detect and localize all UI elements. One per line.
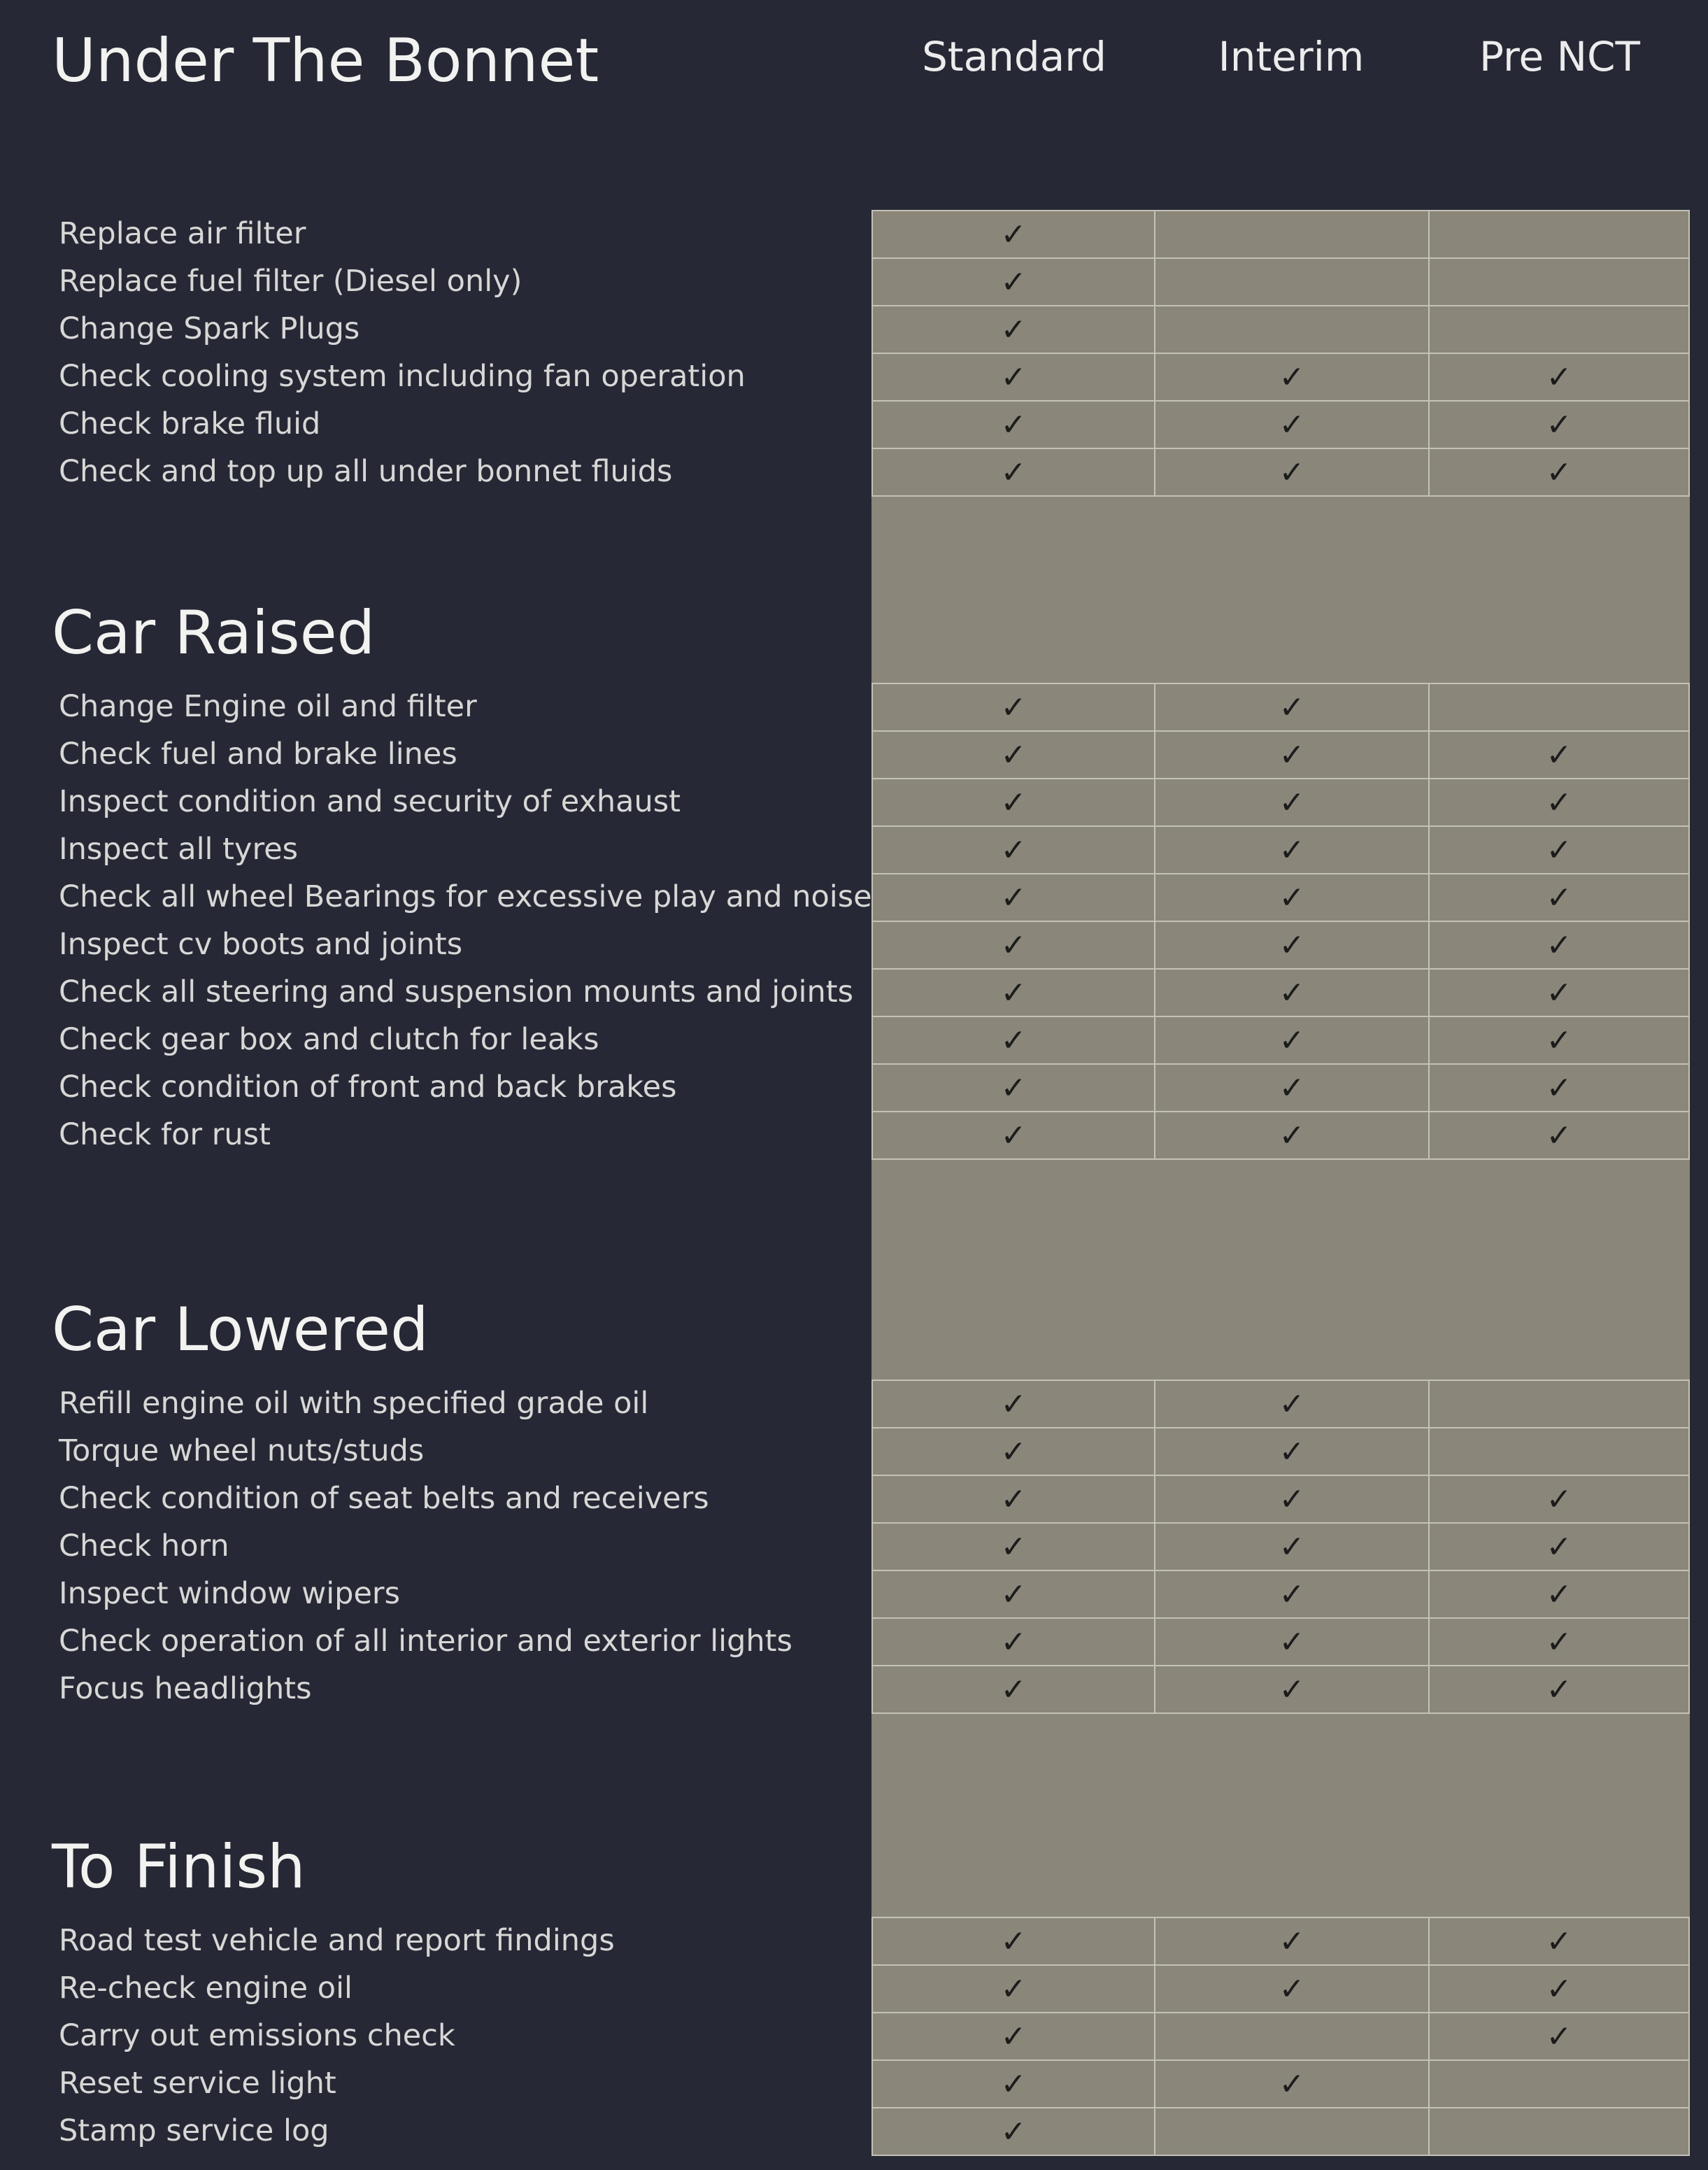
checklist-item-label: Check condition of seat belts and receivers [59, 1481, 709, 1516]
checklist-row [0, 1570, 1708, 1617]
checklist-row [0, 400, 1708, 448]
check-cell-interim: ✓ [1154, 2059, 1428, 2107]
check-cell-pre-nct [1428, 2107, 1690, 2156]
check-cell-standard: ✓ [871, 683, 1154, 730]
checklist-row [0, 730, 1708, 778]
section-title-car-raised: Car Raised [52, 598, 376, 668]
check-cell-pre-nct [1428, 2059, 1690, 2107]
check-cell-pre-nct: ✓ [1428, 1665, 1690, 1714]
check-cell-pre-nct: ✓ [1428, 873, 1690, 921]
check-cell-interim: ✓ [1154, 968, 1428, 1016]
check-cell-standard: ✓ [871, 2059, 1154, 2107]
check-cell-interim: ✓ [1154, 1570, 1428, 1617]
checklist-item-label: Check brake fluid [59, 406, 321, 441]
section-car-lowered [0, 1380, 1708, 1712]
section-title-car-lowered: Car Lowered [52, 1295, 429, 1365]
checklist-row [0, 448, 1708, 495]
check-cell-pre-nct [1428, 257, 1690, 305]
check-cell-pre-nct [1428, 1380, 1690, 1427]
check-cell-interim [1154, 305, 1428, 353]
check-cell-pre-nct: ✓ [1428, 353, 1690, 400]
checklist-row [0, 1427, 1708, 1475]
checklist-item-label: Check for rust [59, 1117, 271, 1152]
check-cell-pre-nct: ✓ [1428, 1617, 1690, 1665]
check-cell-interim: ✓ [1154, 1380, 1428, 1427]
check-cell-interim: ✓ [1154, 683, 1428, 730]
check-cell-pre-nct: ✓ [1428, 448, 1690, 497]
check-cell-interim [1154, 2107, 1428, 2156]
checklist-item-label: Reset service light [59, 2066, 336, 2101]
checklist-row [0, 2012, 1708, 2059]
checklist-item-label: Replace air filter [59, 216, 306, 251]
check-cell-interim: ✓ [1154, 1475, 1428, 1522]
checklist-row [0, 2107, 1708, 2155]
checklist-item-label: Change Engine oil and filter [59, 689, 477, 724]
check-cell-interim: ✓ [1154, 400, 1428, 448]
checklist-item-label: Inspect window wipers [59, 1576, 401, 1611]
checklist-item-label: Refill engine oil with specified grade oil [59, 1386, 649, 1421]
check-cell-standard: ✓ [871, 1475, 1154, 1522]
checklist-item-label: Check fuel and brake lines [59, 737, 457, 772]
check-cell-interim [1154, 210, 1428, 257]
checklist-row [0, 1665, 1708, 1712]
check-cell-standard: ✓ [871, 730, 1154, 778]
checklist-row [0, 1917, 1708, 1964]
checklist-item-label: Inspect all tyres [59, 832, 299, 867]
check-cell-pre-nct: ✓ [1428, 1964, 1690, 2012]
checklist-item-label: Check all wheel Bearings for excessive play and noise [59, 879, 872, 914]
check-cell-standard: ✓ [871, 921, 1154, 968]
check-cell-standard: ✓ [871, 1427, 1154, 1475]
checklist-row [0, 1016, 1708, 1063]
check-cell-pre-nct: ✓ [1428, 1063, 1690, 1111]
check-cell-interim: ✓ [1154, 873, 1428, 921]
check-cell-pre-nct: ✓ [1428, 730, 1690, 778]
check-cell-standard: ✓ [871, 1111, 1154, 1160]
check-cell-standard: ✓ [871, 825, 1154, 873]
checklist-item-label: Focus headlights [59, 1671, 312, 1706]
check-cell-interim: ✓ [1154, 730, 1428, 778]
check-cell-interim: ✓ [1154, 1427, 1428, 1475]
check-cell-standard: ✓ [871, 2107, 1154, 2156]
check-cell-pre-nct: ✓ [1428, 778, 1690, 825]
checklist-item-label: Check horn [59, 1529, 229, 1563]
section-title-under-the-bonnet: Under The Bonnet [52, 26, 599, 96]
check-cell-interim: ✓ [1154, 1617, 1428, 1665]
checklist-item-label: Carry out emissions check [59, 2018, 455, 2053]
check-cell-interim: ✓ [1154, 353, 1428, 400]
column-header-pre-nct: Pre NCT [1479, 33, 1640, 80]
checklist-item-label: Check operation of all interior and exterior lights [59, 1624, 792, 1659]
check-cell-pre-nct [1428, 210, 1690, 257]
check-cell-standard: ✓ [871, 1522, 1154, 1570]
section-under-the-bonnet [0, 210, 1708, 495]
check-cell-standard: ✓ [871, 257, 1154, 305]
check-cell-standard: ✓ [871, 778, 1154, 825]
check-cell-pre-nct [1428, 305, 1690, 353]
check-cell-pre-nct: ✓ [1428, 400, 1690, 448]
section-car-raised [0, 683, 1708, 1158]
check-cell-standard: ✓ [871, 1617, 1154, 1665]
check-cell-interim: ✓ [1154, 1111, 1428, 1160]
checklist-row [0, 1617, 1708, 1665]
check-cell-pre-nct: ✓ [1428, 1016, 1690, 1063]
check-cell-standard: ✓ [871, 1016, 1154, 1063]
section-title-to-finish: To Finish [52, 1832, 306, 1902]
check-cell-interim: ✓ [1154, 921, 1428, 968]
check-cell-interim [1154, 257, 1428, 305]
check-cell-interim: ✓ [1154, 1063, 1428, 1111]
check-cell-interim: ✓ [1154, 1964, 1428, 2012]
checklist-item-label: Re-check engine oil [59, 1971, 353, 2006]
check-cell-standard: ✓ [871, 1380, 1154, 1427]
check-cell-standard: ✓ [871, 2012, 1154, 2059]
checklist-item-label: Check cooling system including fan operation [59, 359, 746, 394]
checklist-row [0, 1475, 1708, 1522]
check-cell-standard: ✓ [871, 873, 1154, 921]
checklist-row [0, 968, 1708, 1016]
checklist-row [0, 825, 1708, 873]
checklist-row [0, 353, 1708, 400]
checklist-item-label: Torque wheel nuts/studs [59, 1433, 425, 1468]
check-cell-standard: ✓ [871, 400, 1154, 448]
check-cell-interim: ✓ [1154, 1665, 1428, 1714]
check-cell-standard: ✓ [871, 210, 1154, 257]
checklist-row [0, 1522, 1708, 1570]
checklist-item-label: Stamp service log [59, 2113, 329, 2148]
check-cell-pre-nct: ✓ [1428, 1111, 1690, 1160]
check-cell-interim: ✓ [1154, 448, 1428, 497]
check-cell-pre-nct: ✓ [1428, 1475, 1690, 1522]
checklist-row [0, 2059, 1708, 2107]
checklist-row [0, 1380, 1708, 1427]
check-cell-pre-nct [1428, 683, 1690, 730]
check-cell-standard: ✓ [871, 968, 1154, 1016]
checklist-item-label: Check and top up all under bonnet fluids [59, 454, 673, 489]
check-cell-standard: ✓ [871, 1964, 1154, 2012]
checklist-item-label: Inspect condition and security of exhaust [59, 784, 681, 819]
check-cell-interim: ✓ [1154, 1522, 1428, 1570]
check-cell-pre-nct: ✓ [1428, 968, 1690, 1016]
check-cell-pre-nct: ✓ [1428, 2012, 1690, 2059]
checklist-item-label: Replace fuel filter (Diesel only) [59, 264, 522, 299]
check-cell-interim: ✓ [1154, 825, 1428, 873]
checklist-row [0, 873, 1708, 921]
check-cell-standard: ✓ [871, 1917, 1154, 1964]
check-cell-pre-nct: ✓ [1428, 1570, 1690, 1617]
checklist-row [0, 1111, 1708, 1158]
checklist-item-label: Check condition of front and back brakes [59, 1070, 677, 1105]
check-cell-interim [1154, 2012, 1428, 2059]
checklist-row [0, 210, 1708, 257]
checklist-row [0, 1063, 1708, 1111]
checklist-item-label: Check gear box and clutch for leaks [59, 1022, 599, 1057]
check-cell-pre-nct: ✓ [1428, 1917, 1690, 1964]
checklist-row [0, 305, 1708, 353]
column-header-interim: Interim [1218, 33, 1365, 80]
checks-panel-background [871, 210, 1690, 2155]
check-cell-standard: ✓ [871, 305, 1154, 353]
check-cell-standard: ✓ [871, 1665, 1154, 1714]
checklist-row [0, 1964, 1708, 2012]
checklist-item-label: Change Spark Plugs [59, 311, 360, 346]
checklist-row [0, 778, 1708, 825]
check-cell-pre-nct: ✓ [1428, 1522, 1690, 1570]
check-cell-standard: ✓ [871, 1570, 1154, 1617]
checklist-row [0, 921, 1708, 968]
checklist-item-label: Check all steering and suspension mounts and joints [59, 974, 853, 1009]
check-cell-interim: ✓ [1154, 1016, 1428, 1063]
check-cell-standard: ✓ [871, 448, 1154, 497]
check-cell-pre-nct: ✓ [1428, 921, 1690, 968]
checklist-row [0, 257, 1708, 305]
checklist-item-label: Inspect cv boots and joints [59, 927, 463, 962]
check-cell-interim: ✓ [1154, 1917, 1428, 1964]
check-cell-standard: ✓ [871, 1063, 1154, 1111]
checklist-row [0, 683, 1708, 730]
check-cell-pre-nct [1428, 1427, 1690, 1475]
checklist-item-label: Road test vehicle and report findings [59, 1923, 615, 1958]
check-cell-standard: ✓ [871, 353, 1154, 400]
check-cell-interim: ✓ [1154, 778, 1428, 825]
column-header-standard: Standard [922, 33, 1106, 80]
section-to-finish [0, 1917, 1708, 2155]
check-cell-pre-nct: ✓ [1428, 825, 1690, 873]
